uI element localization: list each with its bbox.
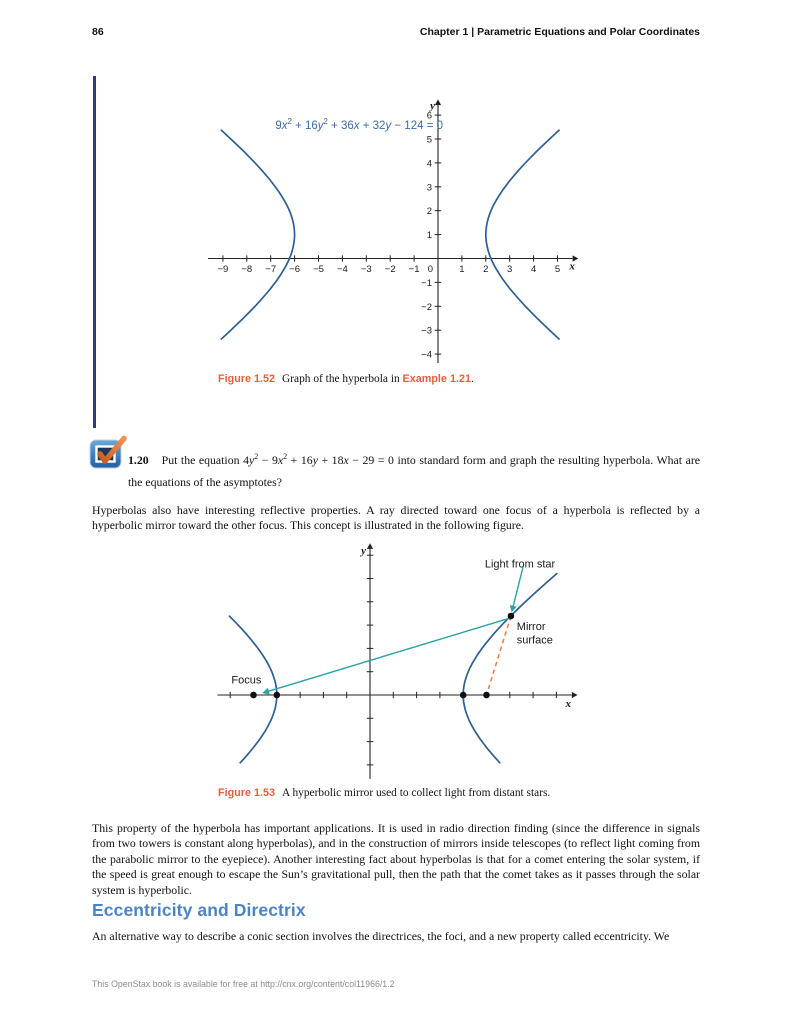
hyperbola-equation-label: $9x^2 + 16y^2 + 36x + 32y - 124 = 0$ [275, 117, 443, 132]
y-axis-arrow [435, 99, 441, 105]
light-ray [513, 567, 523, 609]
y-tick-label: −2 [421, 301, 432, 313]
x-tick-label: −1 [408, 264, 420, 275]
y-tick-label: 1 [426, 230, 432, 242]
y-axis-label: y [430, 100, 435, 112]
mirror-right-branch [463, 574, 557, 763]
openstax-footer: This OpenStax book is available for free at http://cnx.org/content/col11966/1.2 [92, 979, 395, 989]
checkpoint-icon [89, 435, 129, 470]
hyperbola-right-branch [486, 130, 559, 339]
x-tick-label: 5 [554, 264, 561, 275]
mirror-surface-label-2: surface [516, 634, 553, 647]
right_vertex-dot [460, 692, 467, 699]
y-tick-label: 3 [426, 182, 432, 194]
light-from-star-label: Light from star [484, 558, 556, 571]
x-tick-label: −5 [313, 264, 324, 275]
focus-label: Focus [231, 674, 262, 687]
mirror-dot [508, 613, 515, 620]
hyperbolic-mirror-figure [183, 542, 583, 782]
x-tick-label: 2 [483, 264, 489, 275]
checkpoint-1-20 [128, 446, 700, 493]
y-tick-label: 2 [426, 206, 432, 218]
x-axis-label: x [565, 698, 572, 710]
figure-1-53-caption-text: A hyperbolic mirror used to collect light from distant stars. [282, 787, 551, 800]
checkpoint-text-before: Put the equation [161, 452, 244, 467]
example-block-rule [93, 76, 96, 428]
y-axis-label: y [361, 545, 366, 557]
figure-1-53-label: Figure 1.53 [218, 787, 276, 800]
page-number: 86 [92, 26, 104, 38]
figure-1-52-caption [218, 373, 638, 385]
hyperbola-graph-figure [183, 95, 603, 363]
x-tick-label: −9 [217, 264, 229, 275]
mirror-left-branch [229, 616, 276, 763]
paragraph-applications: This property of the hyperbola has important applications. It is used in radio direction finding (since the difference in signals from two towers is constant along hyperbolas), and in the construction of mirrors inside telescopes (to reflect light coming from the parabolic mirror to the eyepiece). Another interesting fact about hyperbolas is that for a comet entering the solar system, if the speed is great enough to escape the Sun’s gravitational pull, then the path that the comet takes as it passes through the solar system is hyperbolic. [92, 821, 700, 897]
x-tick-label: 1 [459, 264, 465, 275]
paragraph-reflective-properties: Hyperbolas also have interesting reflective properties. A ray directed toward one focus of a hyperbola is reflected by a hyperbolic mirror toward the other focus. This concept is illustrated in the following figure. [92, 503, 700, 533]
x-axis-label: x [569, 260, 575, 273]
checkpoint-equation: $4y^2 - 9x^2 + 16y + 18x - 29 = 0$ [243, 451, 394, 467]
mirror-surface-label-1: Mirror [516, 620, 546, 633]
x-tick-label: −3 [360, 264, 372, 275]
x-tick-label: 3 [507, 264, 513, 275]
left_focus-dot [250, 692, 257, 699]
paragraph-eccentricity-intro: An alternative way to describe a conic section involves the directrices, the foci, and a new property called eccentricity. We [92, 929, 670, 943]
figure-1-52-caption-text: Graph of the hyperbola in [282, 373, 403, 386]
x-tick-label: 4 [530, 264, 537, 275]
y-tick-label: 6 [426, 110, 432, 122]
figure-1-53-caption [218, 787, 698, 799]
left_vertex-dot [274, 692, 281, 699]
chapter-header: Chapter 1 | Parametric Equations and Polar Coordinates [419, 26, 700, 38]
reflected-ray [266, 618, 510, 692]
x-tick-label: −8 [241, 264, 253, 275]
reflected-ray-arrowhead [262, 688, 269, 695]
hyperbola-left-branch [221, 130, 294, 339]
y-tick-label: −1 [421, 277, 432, 289]
x-tick-label: −4 [336, 264, 348, 275]
section-heading: Eccentricity and Directrix [92, 900, 306, 920]
y-tick-label: −3 [421, 325, 432, 337]
x-axis-arrow [572, 692, 578, 698]
y-tick-label: 4 [426, 158, 432, 170]
x-tick-label: −6 [289, 264, 301, 275]
right_focus-dot [483, 692, 490, 699]
origin-label: 0 [427, 264, 433, 275]
figure-1-52-label: Figure 1.52 [218, 373, 276, 386]
x-tick-label: −7 [265, 264, 277, 275]
checkpoint-number: 1.20 [128, 452, 149, 467]
y-axis-arrow [367, 543, 373, 549]
figure-1-52-caption-period: . [470, 373, 474, 386]
y-tick-label: 5 [426, 134, 432, 146]
y-tick-label: −4 [421, 349, 432, 361]
x-tick-label: −2 [384, 264, 396, 275]
example-1-21-link[interactable]: Example 1.21 [402, 373, 471, 386]
checkpoint-text-after: into standard form and graph the resulting hyperbola. What are the equations of the asymptotes? [128, 452, 701, 489]
